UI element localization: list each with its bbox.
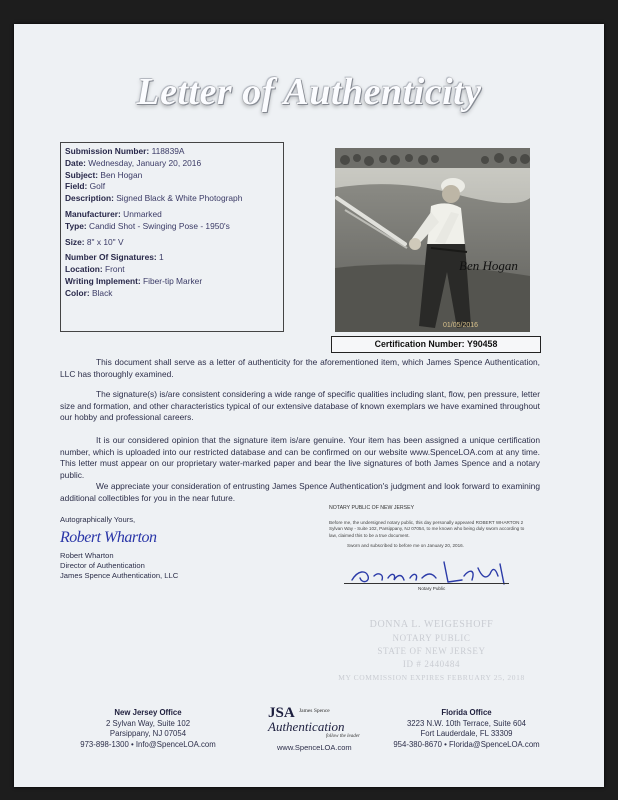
signer-block [60, 551, 178, 581]
nj-contact-line: 973-898-1300 • Info@SpenceLOA.com [80, 739, 216, 749]
type-row: Type: Candid Shot - Swinging Pose - 1950's [65, 220, 230, 231]
fl-office-title: Florida Office [441, 708, 492, 717]
signed-photo [335, 148, 530, 332]
salutation: Autographically Yours, [60, 515, 136, 524]
signer-name: Robert Wharton [60, 551, 114, 560]
description-row: Description: Signed Black & White Photograph [65, 193, 243, 204]
nj-office-title: New Jersey Office [114, 708, 182, 717]
paragraph-closing: We appreciate your consideration of entrusting James Spence Authentication's judgment and look forward to examining additional collectibles for you in the near future. [60, 481, 540, 503]
notary-stamp-id: ID # 2440484 [402, 659, 461, 669]
location-value: Front [105, 264, 125, 275]
field-row: Field: Golf [65, 181, 106, 192]
new-jersey-office [60, 708, 236, 750]
description-value: Signed Black & White Photograph [116, 193, 243, 204]
paragraph-opinion: It is our considered opinion that the signature item is/are genuine. Your item has been assigned a unique certification number, which is uploaded into our restricted database and can be confirmed on our website www.SpenceLOA.com at any time. This letter must appear on our proprietary water-marked paper and bear the live signatures of both James Spence and a notary public. [60, 435, 540, 480]
signer-position: Director of Authentication [60, 561, 145, 570]
jsa-website: www.SpenceLOA.com [277, 743, 352, 752]
jsa-wordmark: Authentication [268, 719, 345, 734]
signatures-value: 1 [159, 252, 164, 263]
notary-sworn-line: Sworn and subscribed to before me on January 20, 2016. [347, 543, 464, 548]
color-row: Color: Black [65, 287, 113, 298]
paragraph-consistency: The signature(s) is/are consistent considering a wide range of specific qualities including slant, flow, pen pressure, letter size and formation, and other characteristics typical of our extensive database of known exemplars we have examined throughout our hobby and professional careers. [60, 389, 540, 422]
jsa-mark: JSA [268, 705, 295, 721]
color-value: Black [91, 287, 113, 298]
notary-stamp-expiry: MY COMMISSION EXPIRES FEBRUARY 25, 2018 [338, 673, 525, 682]
subject-row: Subject: Ben Hogan [65, 169, 143, 180]
florida-office [374, 708, 559, 750]
notary-stamp-name: DONNA L. WEIGESHOFF [369, 619, 494, 630]
photo-autograph: Ben Hogan [459, 258, 518, 273]
certification-label: Certification Number: [374, 339, 465, 349]
subject-value: Ben Hogan [100, 169, 143, 180]
notary-public-label: Notary Public [418, 586, 446, 591]
date-value: Wednesday, January 20, 2016 [88, 157, 202, 168]
field-value: Golf [89, 181, 106, 192]
notary-signature-line [344, 583, 509, 584]
type-value: Candid Shot - Swinging Pose - 1950's [89, 220, 230, 231]
manufacturer-value: Unmarked [123, 208, 162, 219]
size-value: 8" x 10" V [86, 236, 124, 247]
jsa-sub: James Spence [299, 708, 330, 714]
photo-date-stamp: 01/05/2016 [443, 322, 479, 329]
notary-statement: Before me, the undersigned notary public, this day personally appeared ROBERT WHARTON 2 Sylvan Way - Suite 102, Parsippany, NJ 07054, to me known who being duly sworn according to law, claimed this to be a true document. [329, 520, 525, 538]
implement-value: Fiber-tip Marker [143, 275, 203, 286]
notary-stamp-title: NOTARY PUBLIC [392, 633, 471, 643]
submission-number: 118839A [151, 146, 185, 156]
letter-title: Letter of Authenticity [136, 71, 482, 113]
signer-company: James Spence Authentication, LLC [60, 571, 179, 580]
paragraph-intro: This document shall serve as a letter of authenticity for the aforementioned item, which James Spence Authentication, LLC has thoroughly examined. [60, 357, 540, 379]
nj-address-line2: Parsippany, NJ 07054 [109, 729, 187, 739]
letter-paper [14, 24, 604, 787]
fl-address-line1: 3223 N.W. 10th Terrace, Suite 604 [406, 718, 527, 728]
fl-contact-line: 954-380-8670 • Florida@SpenceLOA.com [393, 739, 540, 749]
certification-number-box [331, 336, 541, 353]
jsa-tagline: follow the leader [326, 734, 360, 739]
wharton-signature: Robert Wharton [60, 529, 157, 546]
date-row: Date: Wednesday, January 20, 2016 [65, 157, 202, 168]
notary-heading: NOTARY PUBLIC OF NEW JERSEY [329, 505, 415, 511]
item-details-box [60, 142, 284, 332]
implement-row: Writing Implement: Fiber-tip Marker [65, 275, 203, 286]
manufacturer-row: Manufacturer: Unmarked [65, 208, 162, 219]
size-row: Size: 8" x 10" V [65, 236, 124, 247]
golfer-photo-illustration [335, 148, 530, 332]
location-row: Location: Front [65, 264, 125, 275]
fl-address-line2: Fort Lauderdale, FL 33309 [420, 729, 513, 739]
signatures-row: Number Of Signatures: 1 [65, 252, 164, 263]
nj-address-line1: 2 Sylvan Way, Suite 102 [105, 718, 191, 728]
submission-number-row: Submission Number: 118839A [65, 146, 185, 156]
notary-stamp-state: STATE OF NEW JERSEY [377, 646, 486, 656]
certification-number: Y90458 [467, 339, 498, 349]
